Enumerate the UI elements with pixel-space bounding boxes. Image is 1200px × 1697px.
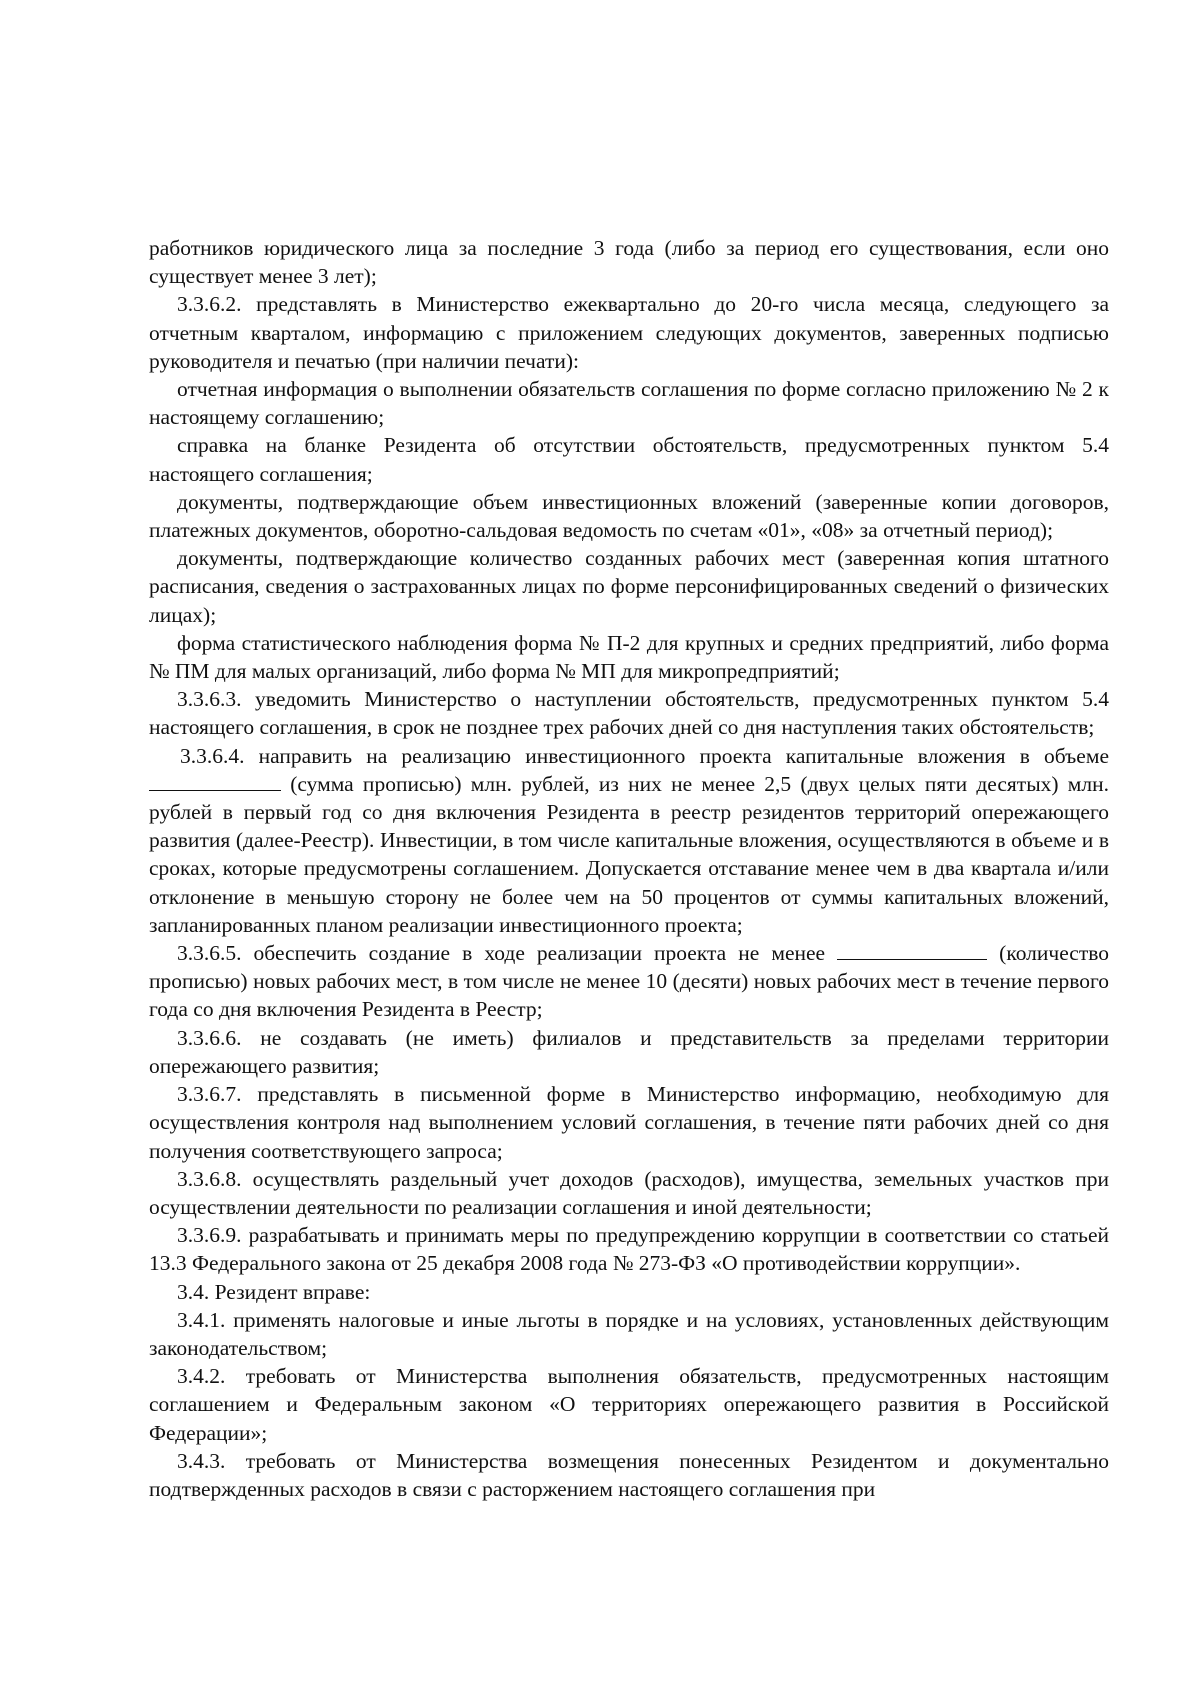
paragraph-text: (количество прописью) новых рабочих мест, в том числе не менее 10 (десяти) новых рабочих мест в течение первого года со дня включения Резидента в Реестр; — [149, 941, 1109, 1022]
paragraph: 3.3.6.3. уведомить Министерство о наступлении обстоятельств, предусмотренных пунктом 5.4 настоящего соглашения, в срок не позднее трех рабочих дней со дня наступления таких обстоятельств; — [149, 687, 1109, 740]
paragraph: документы, подтверждающие объем инвестиционных вложений (заверенные копии договоров, платежных документов, оборотно-сальдовая ведомость по счетам «01», «08» за отчетный период); — [149, 489, 1109, 543]
paragraph: 3.3.6.6. не создавать (не иметь) филиалов и представительств за пределами территории опережающего развития; — [149, 1025, 1109, 1078]
paragraph: 3.3.6.7. представлять в письменной форме в Министерство информацию, необходимую для осуществления контроля над выполнением условий соглашения, в течение пяти рабочих дней со дня получения соответствующего запроса; — [149, 1082, 1109, 1163]
paragraph: 3.3.6.2. представлять в Министерство ежеквартально до 20-го числа месяца, следующего за отчетным кварталом, информацию с приложением следующих документов, заверенных подписью руководителя и печатью (при наличии печати): — [149, 292, 1109, 373]
quantity-blank-line — [837, 941, 987, 960]
paragraph-text: 3.3.6.5. обеспечить создание в ходе реализации проекта не менее — [177, 941, 838, 966]
paragraph-capital-investment — [149, 742, 1109, 939]
paragraph: 3.4.2. требовать от Министерства выполнения обязательств, предусмотренных настоящим соглашением и Федеральным законом «О территориях опережающего развития в Российской Федерации»; — [149, 1364, 1109, 1445]
paragraph: 3.4.1. применять налоговые и иные льготы в порядке и на условиях, установленных действующим законодательством; — [149, 1307, 1109, 1360]
paragraph-new-jobs — [149, 939, 1109, 1024]
paragraph-text: 3.3.6.4. направить на реализацию инвестиционного проекта капитальные вложения в объеме — [180, 743, 1109, 768]
paragraph: документы, подтверждающие количество созданных рабочих мест (заверенная копия штатного расписания, сведения о застрахованных лицах по форме персонифицированных сведений о физических лицах); — [149, 546, 1109, 627]
paragraph: справка на бланке Резидента об отсутствии обстоятельств, предусмотренных пунктом 5.4 настоящего соглашения; — [149, 433, 1109, 486]
section-heading: 3.4. Резидент вправе: — [177, 1279, 371, 1304]
paragraph: 3.3.6.8. осуществлять раздельный учет доходов (расходов), имущества, земельных участков при осуществлении деятельности по реализации соглашения и иной деятельности; — [149, 1166, 1109, 1219]
document-page — [149, 234, 1109, 1503]
amount-blank-line — [149, 772, 281, 791]
paragraph: отчетная информация о выполнении обязательств соглашения по форме согласно приложению № 2 к настоящему соглашению; — [149, 377, 1109, 430]
paragraph-text: (сумма прописью) млн. рублей, из них не менее 2,5 (двух целых пяти десятых) млн. рублей в первый год со дня включения Резидента в реестр резидентов территорий опережающего развития (далее-Реестр). Инвестиции, в том числе капитальные вложения, осуществляются в объеме и в сроках, которые предусмотрены соглашением. Допускается отставание менее чем в два квартала и/или отклонение в меньшую сторону не более чем на 50 процентов от суммы капитальных вложений, запланированных планом реализации инвестиционного проекта; — [149, 771, 1109, 937]
paragraph: 3.4.3. требовать от Министерства возмещения понесенных Резидентом и документально подтвержденных расходов в связи с расторжением настоящего соглашения при — [149, 1448, 1109, 1501]
paragraph: 3.3.6.9. разрабатывать и принимать меры по предупреждению коррупции в соответствии со статьей 13.3 Федерального закона от 25 декабря 2008 года № 273-ФЗ «О противодействии коррупции». — [149, 1223, 1109, 1276]
paragraph: форма статистического наблюдения форма № П-2 для крупных и средних предприятий, либо форма № ПМ для малых организаций, либо форма № МП для микропредприятий; — [149, 630, 1109, 684]
paragraph: работников юридического лица за последние 3 года (либо за период его существования, если оно существует менее 3 лет); — [149, 236, 1109, 289]
